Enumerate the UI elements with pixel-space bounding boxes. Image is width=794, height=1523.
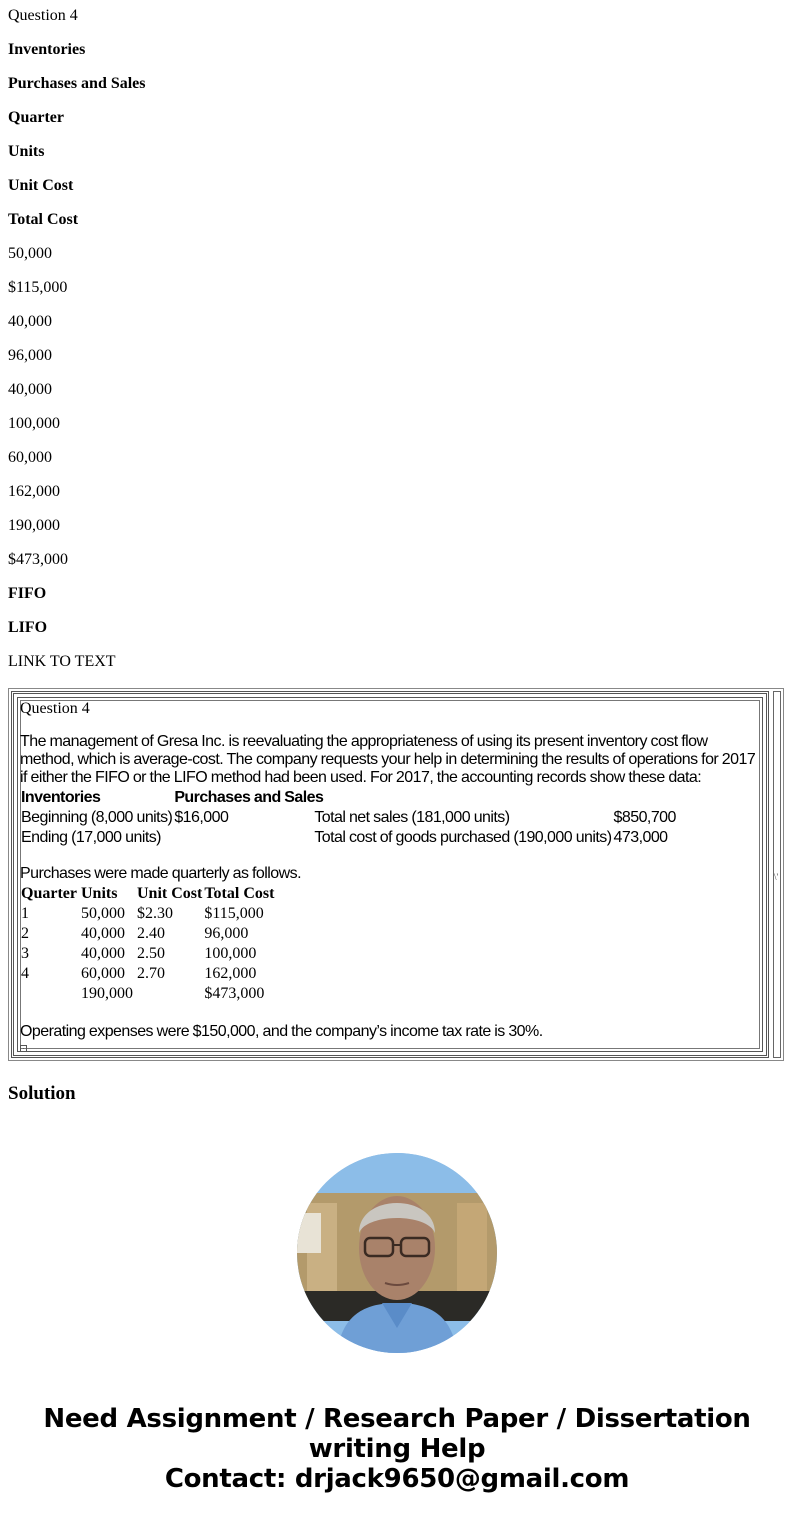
embedded-question-title: Question 4	[20, 700, 90, 717]
table-header-row	[21, 885, 274, 903]
table-row	[21, 905, 274, 923]
table-cell: $850,700	[613, 809, 676, 826]
table-cell: 4	[21, 965, 29, 982]
table-row	[21, 945, 274, 963]
table-cell: Total cost of goods purchased (190,000 units)	[314, 829, 612, 846]
table-cell: $16,000	[174, 809, 229, 826]
embedded-question-content	[20, 699, 760, 1041]
table-row	[21, 809, 676, 827]
table-total-row	[21, 985, 274, 1003]
table-cell	[174, 829, 312, 847]
label-lifo: LIFO	[8, 619, 48, 636]
link-to-text[interactable]: LINK TO TEXT	[8, 653, 116, 670]
table-cell: 40,000	[81, 925, 125, 942]
author-avatar	[297, 1153, 497, 1353]
table-header: Units	[81, 885, 118, 902]
table-cell: 96,000	[204, 925, 249, 942]
table-header: Unit Cost	[137, 885, 203, 902]
table-header: Quarter	[21, 885, 77, 902]
label-quarter: Quarter	[8, 109, 64, 126]
value-line: $473,000	[8, 551, 68, 568]
table-cell: 2.70	[137, 965, 165, 982]
table-cell: 40,000	[81, 945, 125, 962]
table-cell: 50,000	[81, 905, 125, 922]
purchases-intro: Purchases were made quarterly as follows.	[20, 865, 301, 882]
closing-text: Operating expenses were $150,000, and the company’s income tax rate is 30%.	[20, 1023, 543, 1040]
table-cell: $2.30	[137, 905, 173, 922]
table-cell: 473,000	[613, 829, 668, 846]
table-cell: 190,000	[81, 985, 133, 1002]
label-inventories: Inventories	[8, 41, 86, 58]
table-cell: 3	[21, 945, 29, 962]
label-unit-cost: Unit Cost	[8, 177, 74, 194]
promo-line-2: writing Help	[308, 1434, 486, 1464]
table-cell: 2.50	[137, 945, 165, 962]
solution-heading: Solution	[8, 1083, 76, 1104]
portrait-icon	[297, 1153, 497, 1353]
table-cell	[614, 789, 676, 807]
promo-banner	[0, 1404, 794, 1494]
label-purchases-and-sales: Purchases and Sales	[8, 75, 146, 92]
table-cell: 2.40	[137, 925, 165, 942]
table-cell: Total net sales (181,000 units)	[314, 809, 510, 826]
table-cell	[137, 985, 202, 1003]
table-row	[21, 829, 676, 847]
value-line: 50,000	[8, 245, 52, 262]
table-cell: 60,000	[81, 965, 125, 982]
scroll-grip-icon: \'	[774, 872, 779, 882]
table-cell: 162,000	[204, 965, 257, 982]
purchases-table	[19, 883, 276, 1005]
table-cell: Ending (17,000 units)	[21, 829, 161, 846]
table-cell: $115,000	[204, 905, 264, 922]
table-row	[21, 965, 274, 983]
label-units: Units	[8, 143, 45, 160]
table-header: Purchases and Sales	[174, 789, 324, 806]
promo-contact: Contact: drjack9650@gmail.com	[164, 1464, 630, 1494]
value-line: 190,000	[8, 517, 60, 534]
value-line: 40,000	[8, 313, 52, 330]
value-line: 40,000	[8, 381, 52, 398]
table-cell: Beginning (8,000 units)	[21, 809, 173, 826]
question-label: Question 4	[8, 7, 78, 24]
value-line: 96,000	[8, 347, 52, 364]
table-cell: $473,000	[204, 985, 265, 1002]
inventory-data-table	[19, 787, 678, 849]
table-cell: 1	[21, 905, 29, 922]
table-cell	[21, 985, 79, 1003]
frame-scrollbar[interactable]	[773, 691, 781, 1058]
value-line: 60,000	[8, 449, 52, 466]
resize-handle-icon	[20, 1045, 27, 1052]
table-header-row	[21, 789, 676, 807]
table-cell: 100,000	[204, 945, 257, 962]
value-line: 162,000	[8, 483, 60, 500]
table-header: Total Cost	[204, 885, 275, 902]
table-cell: 2	[21, 925, 29, 942]
value-line: 100,000	[8, 415, 60, 432]
label-fifo: FIFO	[8, 585, 47, 602]
label-total-cost: Total Cost	[8, 211, 79, 228]
embedded-question-intro: The management of Gresa Inc. is reevaluating the appropriateness of using its present inventory cost flow method, which is average-cost. The company requests your help in determining the results of operations for 2017 if either the FIFO or the LIFO method had been used. For 2017, the accounting records show these data:	[20, 733, 756, 786]
value-line: $115,000	[8, 279, 68, 296]
table-header: Inventories	[21, 789, 101, 806]
promo-line-1: Need Assignment / Research Paper / Dissertation	[43, 1404, 751, 1434]
table-row	[21, 925, 274, 943]
